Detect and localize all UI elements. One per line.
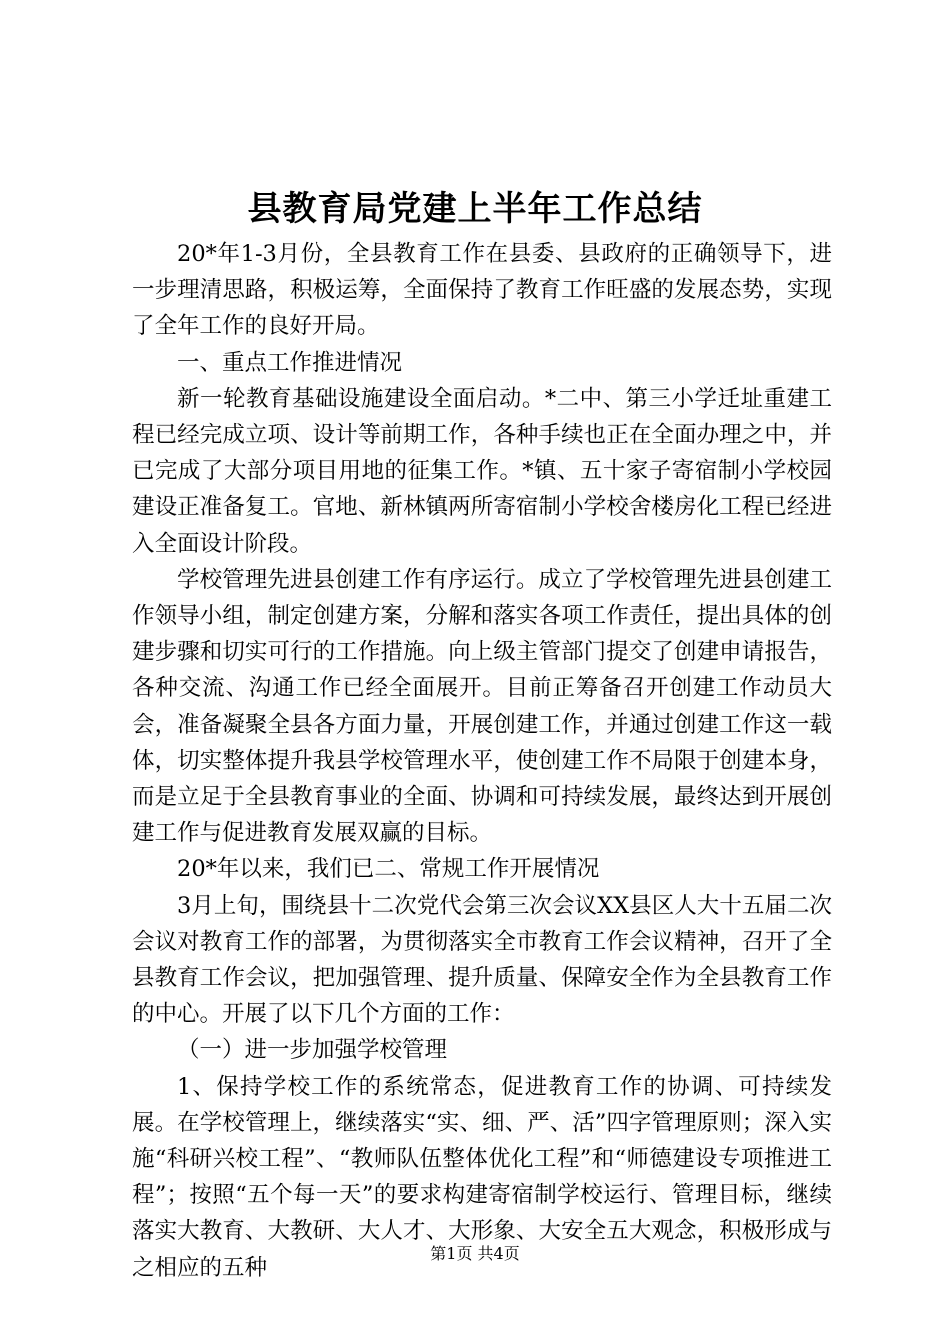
paragraph-intro: 20*年1-3月份，全县教育工作在县委、县政府的正确领导下，进一步理清思路，积极运筹，全面保持了教育工作旺盛的发展态势，实现了全年工作的良好开局。 (132, 241, 832, 340)
paragraph-infrastructure: 新一轮教育基础设施建设全面启动。*二中、第三小学迁址重建工程已经完成立项、设计等前期工作，各种手续也正在全面办理之中，并已完成了大部分项目用地的征集工作。*镇、五十家子寄宿制小学校园建设正准备复工。官地、新林镇两所寄宿制小学校舍楼房化工程已经进入全面设计阶段。 (132, 385, 832, 557)
section-heading-routine-work: 20*年以来，我们已二、常规工作开展情况 (177, 856, 600, 883)
subsection-heading-strengthen-management: （一）进一步加强学校管理 (177, 1037, 448, 1064)
document-body (132, 236, 832, 1286)
document-title: 县教育局党建上半年工作总结 (247, 189, 703, 229)
page-number-footer: 第1页 共4页 (430, 1244, 520, 1263)
paragraph-school-management: 学校管理先进县创建工作有序运行。成立了学校管理先进县创建工作领导小组，制定创建方案，分解和落实各项工作责任，提出具体的创建步骤和切实可行的工作措施。向上级主管部门提交了创建申请报告，各种交流、沟通工作已经全面展开。目前正筹备召开创建工作动员大会，准备凝聚全县各方面力量，开展创建工作，并通过创建工作这一载体，切实整体提升我县学校管理水平，使创建工作不局限于创建本身，而是立足于全县教育事业的全面、协调和可持续发展，最终达到开展创建工作与促进教育发展双赢的目标。 (132, 566, 832, 847)
paragraph-item-1: 1、保持学校工作的系统常态，促进教育工作的协调、可持续发展。在学校管理上，继续落实“实、细、严、活”四字管理原则；深入实施“科研兴校工程”、“教师队伍整体优化工程”和“师德建设专项推进工程”；按照“五个每一天”的要求构建寄宿制学校运行、管理目标，继续落实大教育、大教研、大人才、大形象、大安全五大观念，积极形成与之相应的五种 (132, 1073, 832, 1281)
section-heading-key-work: 一、重点工作推进情况 (177, 349, 403, 376)
paragraph-march-meeting: 3月上旬，围绕县十二次党代会第三次会议XX县区人大十五届二次会议对教育工作的部署，为贯彻落实全市教育工作会议精神，召开了全县教育工作会议，把加强管理、提升质量、保障安全作为全县教育工作的中心。开展了以下几个方面的工作： (132, 892, 832, 1028)
